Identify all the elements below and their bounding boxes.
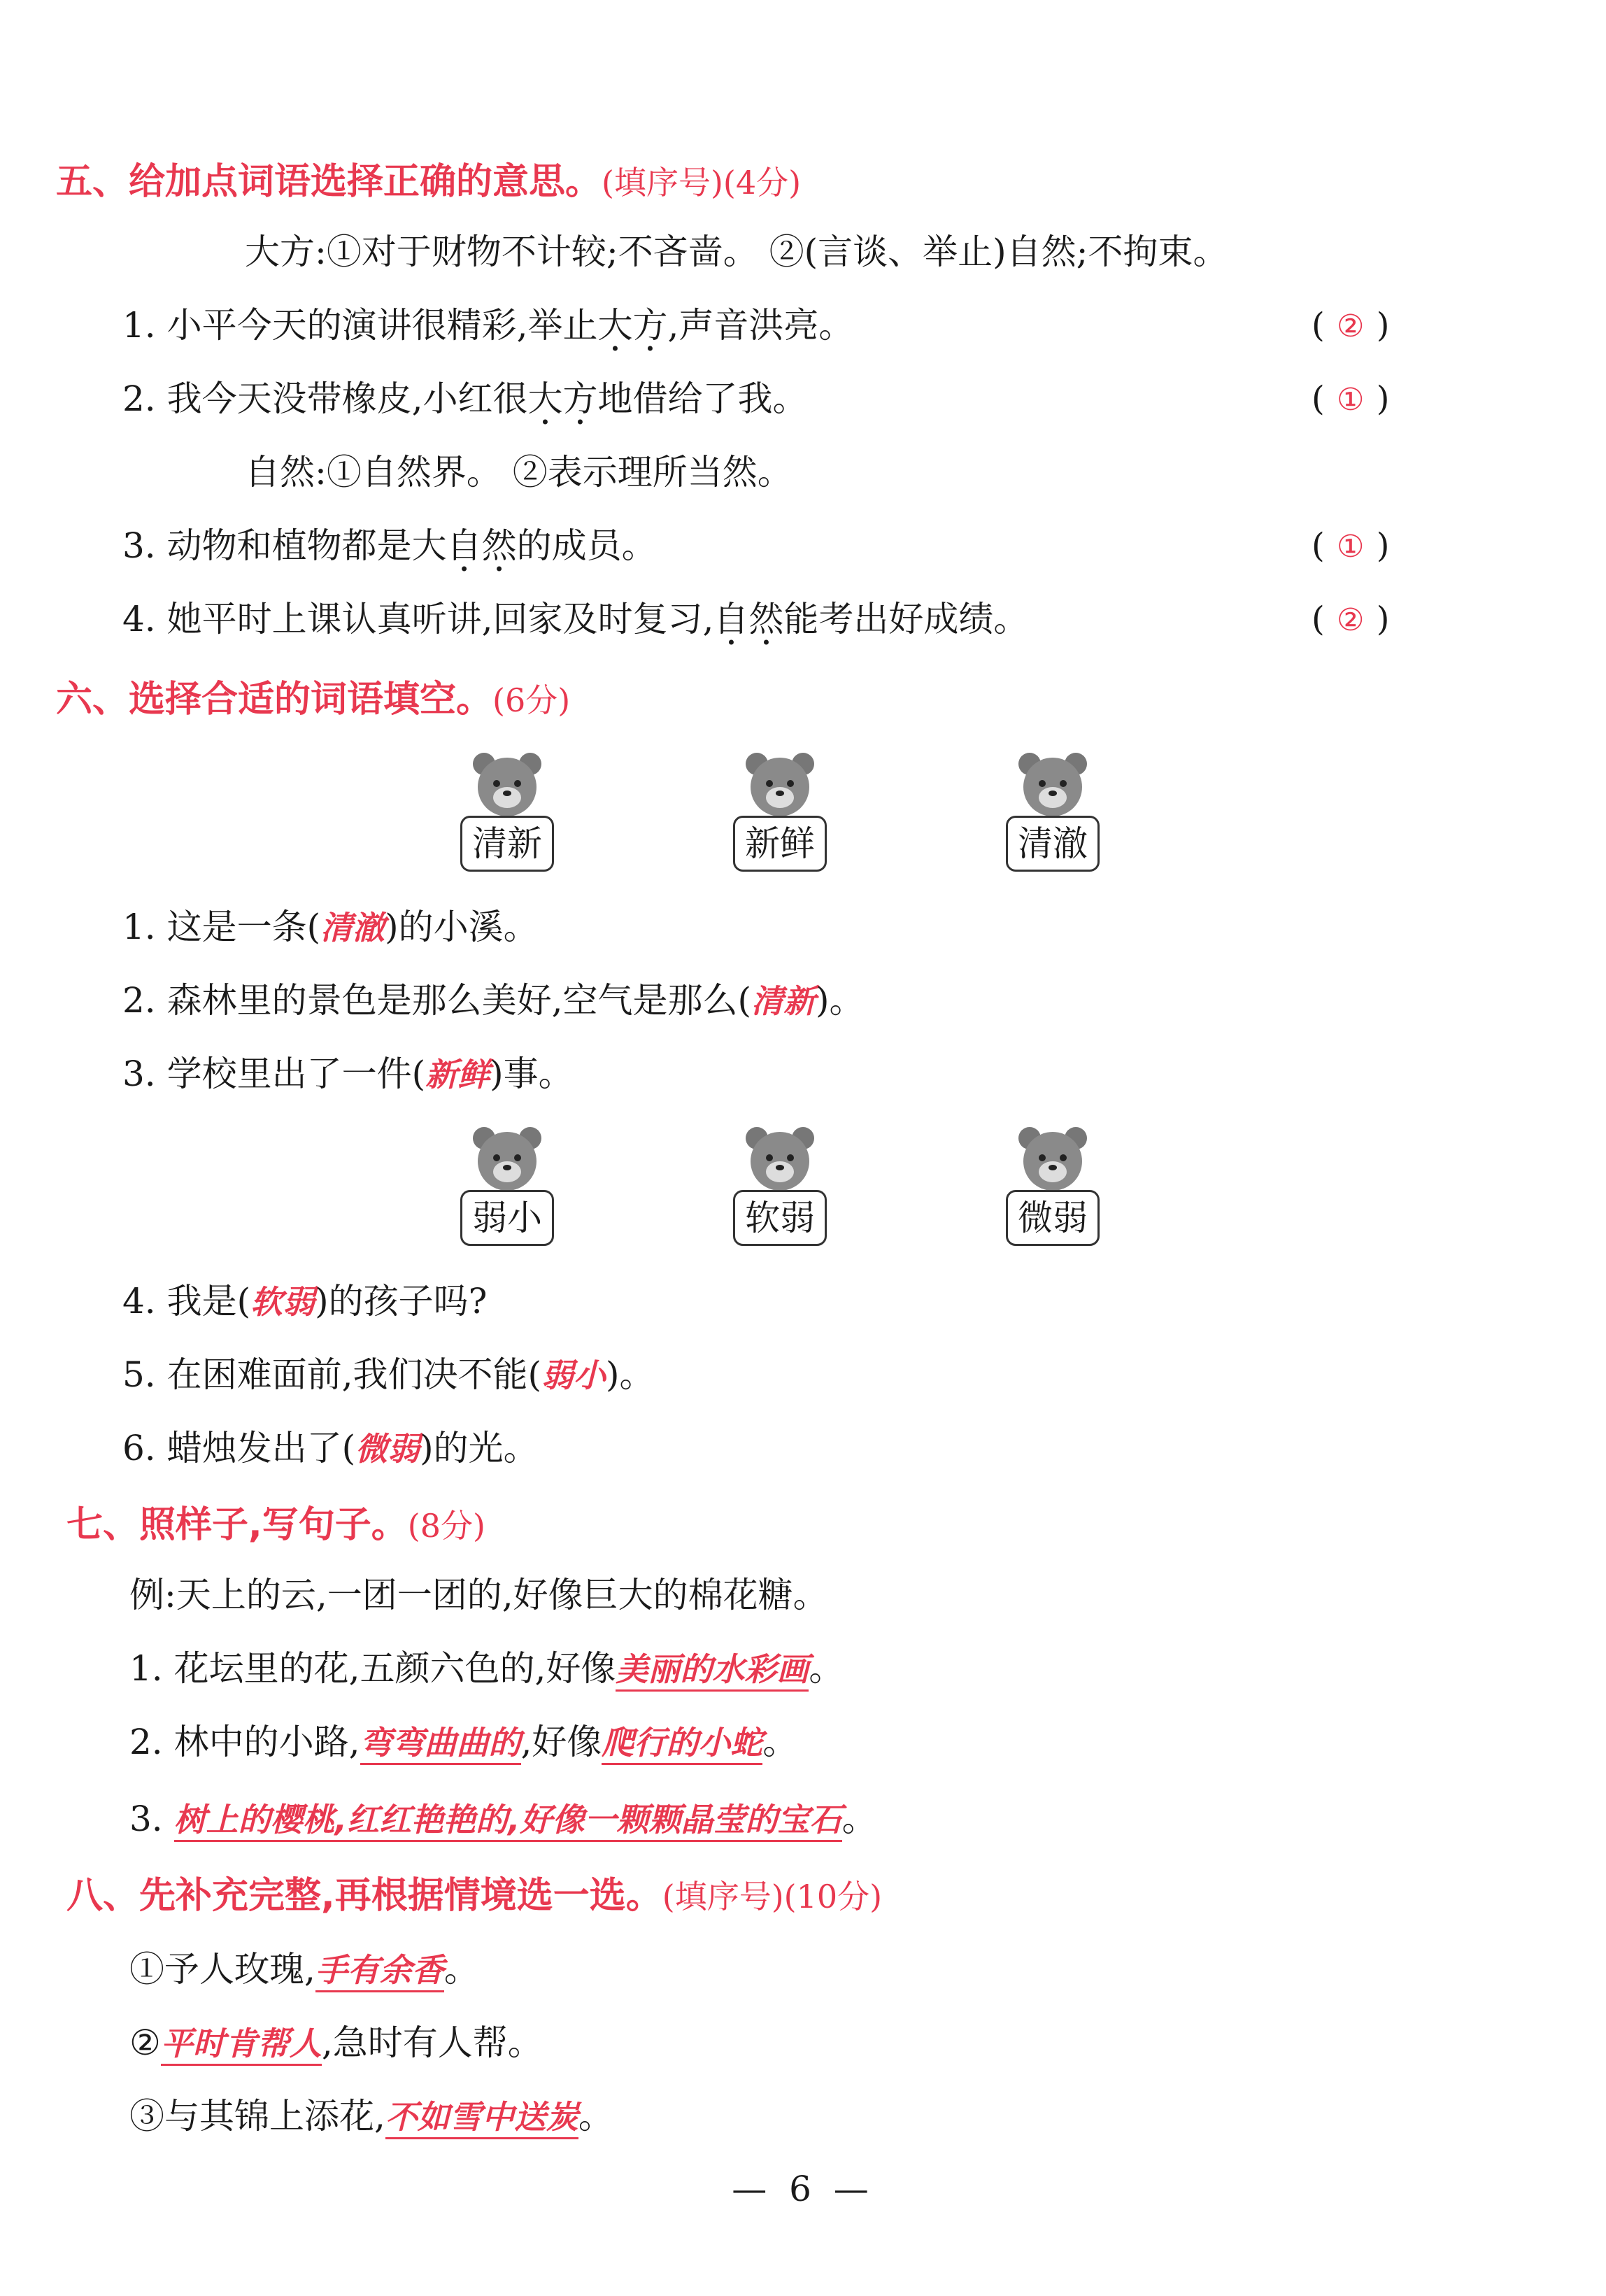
definition-dafang: 大方:①对于财物不计较;不吝啬。 ②(言谈、举止)自然;不拘束。	[245, 232, 1228, 272]
bear-icon	[741, 749, 818, 819]
bear-icon	[469, 1123, 546, 1193]
page-number: — 6 —	[732, 2169, 874, 2209]
s5-question-4: 4. 她平时上课认真听讲,回家及时复习,自然能考出好成绩。	[122, 599, 1029, 639]
s6-question-2: 2. 森林里的景色是那么美好,空气是那么(清新)。	[122, 980, 865, 1021]
s5-answer-4: ( ② )	[1312, 600, 1390, 639]
s7-question-2: 2. 林中的小路,弯弯曲曲的,好像爬行的小蛇。	[129, 1717, 797, 1767]
s5-question-3: 3. 动物和植物都是大自然的成员。	[122, 525, 657, 566]
bear-word-card-5	[727, 1123, 832, 1246]
word-choice: 清澈	[1006, 816, 1100, 872]
word-choice: 新鲜	[733, 816, 827, 872]
word-choice: 清新	[460, 816, 554, 872]
section-6-title: 六、选择合适的词语填空。(6分)	[56, 679, 571, 721]
bear-icon	[1014, 1123, 1091, 1193]
s5-question-1: 1. 小平今天的演讲很精彩,举止大方,声音洪亮。	[122, 305, 854, 346]
word-choice: 弱小	[460, 1190, 554, 1246]
word-choice: 微弱	[1006, 1190, 1100, 1246]
bear-word-card-1	[455, 749, 560, 872]
s5-answer-1: ( ② )	[1312, 306, 1390, 345]
s5-answer-2: ( ① )	[1312, 379, 1390, 418]
word-choice: 软弱	[733, 1190, 827, 1246]
s6-question-1: 1. 这是一条(清澈)的小溪。	[122, 907, 539, 947]
bear-word-card-2	[727, 749, 832, 872]
s6-question-3: 3. 学校里出了一件(新鲜)事。	[122, 1054, 574, 1094]
s5-question-2: 2. 我今天没带橡皮,小红很大方地借给了我。	[122, 378, 808, 419]
bear-icon	[469, 749, 546, 819]
bear-icon	[741, 1123, 818, 1193]
section-8-title: 八、先补充完整,再根据情境选一选。(填序号)(10分)	[66, 1875, 883, 1917]
bear-icon	[1014, 749, 1091, 819]
s7-example: 例:天上的云,一团一团的,好像巨大的棉花糖。	[129, 1575, 828, 1615]
s8-line-1: ①予人玫瑰,手有余香。	[129, 1945, 479, 1994]
section-7-title: 七、照样子,写句子。(8分)	[66, 1504, 485, 1546]
definition-ziran: 自然:①自然界。 ②表示理所当然。	[245, 452, 793, 492]
s8-line-2: ②平时肯帮人,急时有人帮。	[129, 2018, 543, 2068]
section-5-title: 五、给加点词语选择正确的意思。(填序号)(4分)	[56, 161, 802, 203]
s7-question-1: 1. 花坛里的花,五颜六色的,好像美丽的水彩画。	[129, 1644, 844, 1694]
bear-word-card-4	[455, 1123, 560, 1246]
bear-word-card-3	[1000, 749, 1105, 872]
s7-question-3: 3. 树上的樱桃,红红艳艳的,好像一颗颗晶莹的宝石。	[129, 1794, 877, 1844]
s8-line-3: ③与其锦上添花,不如雪中送炭。	[129, 2092, 613, 2141]
s6-question-6: 6. 蜡烛发出了(微弱)的光。	[122, 1428, 539, 1468]
s6-question-5: 5. 在困难面前,我们决不能(弱小)。	[122, 1354, 655, 1395]
s6-question-4: 4. 我是(软弱)的孩子吗?	[122, 1281, 488, 1321]
s5-answer-3: ( ① )	[1312, 526, 1390, 565]
bear-word-card-6	[1000, 1123, 1105, 1246]
